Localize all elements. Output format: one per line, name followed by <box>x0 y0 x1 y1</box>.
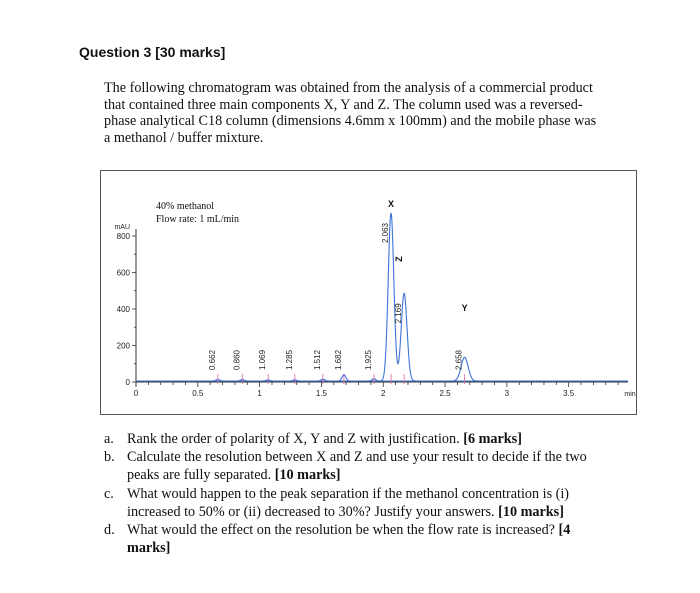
subquestion-line: What would the effect on the resolution be when the flow rate is increased? [4 <box>127 522 571 539</box>
marks-label: [4 <box>558 522 571 539</box>
peak-rt-label: 2.063 <box>381 223 391 244</box>
intro-line: that contained three main components X, Y and Z. The column used was a reversed- <box>104 96 583 113</box>
marks-label: marks] <box>127 540 171 557</box>
component-label: Y <box>461 303 468 313</box>
peak-rt-label: 1.925 <box>363 349 373 370</box>
component-label: X <box>388 199 395 209</box>
subquestion-line: peaks are fully separated. [10 marks] <box>127 467 341 484</box>
peak-rt-label: 1.069 <box>258 349 268 370</box>
intro-line: The following chromatogram was obtained from the analysis of a commercial product <box>104 80 593 96</box>
subquestion-line: increased to 50% or (ii) decreased to 30%? Justify your answers. [10 marks] <box>127 503 564 520</box>
method-annotation: 40% methanol <box>156 201 215 212</box>
y-tick-label: 0 <box>125 378 130 387</box>
marks-label: [10 marks] <box>274 467 341 484</box>
x-tick-label: 3.5 <box>563 389 575 398</box>
method-annotation: Flow rate: 1 mL/min <box>156 214 240 225</box>
question-title: Question 3 [30 marks] <box>79 44 226 60</box>
peak-rt-label: 1.285 <box>284 349 294 370</box>
peak-rt-label: 1.682 <box>333 349 343 370</box>
subquestion-letter: a. <box>104 431 114 447</box>
x-tick-label: 2 <box>381 389 386 398</box>
subquestion-d <box>104 521 664 557</box>
x-tick-label: 0 <box>133 389 139 398</box>
y-tick-label: 800 <box>116 231 130 241</box>
subquestion-letter: b. <box>104 449 115 466</box>
subquestion-letter: c. <box>104 485 114 502</box>
y-axis-label: mAU <box>114 224 130 231</box>
marks-label: [6 marks] <box>463 431 522 447</box>
x-tick-label: 1 <box>257 389 262 398</box>
intro-line: phase analytical C18 column (dimensions 4.6mm x 100mm) and the mobile phase was <box>104 113 597 129</box>
x-unit-label: min <box>624 391 636 398</box>
subquestion-letter: d. <box>104 522 115 539</box>
chromatogram-svg <box>101 171 638 416</box>
x-tick-label: 0.5 <box>192 389 204 398</box>
component-label: Z <box>394 256 405 262</box>
x-tick-label: 3 <box>504 389 510 398</box>
y-tick-label: 600 <box>116 268 130 278</box>
peak-rt-label: 2.169 <box>394 303 404 324</box>
peak-rt-label: 0.860 <box>232 349 242 370</box>
subquestion-c <box>104 485 664 521</box>
subquestion-line: Calculate the resolution between X and Z and use your result to decide if the two <box>127 449 587 466</box>
x-tick-label: 2.5 <box>439 389 451 398</box>
peak-rt-label: 1.512 <box>312 349 322 370</box>
subquestion-b <box>104 448 664 484</box>
subquestions <box>104 430 664 557</box>
marks-label: [10 marks] <box>498 503 564 520</box>
peak-rt-label: 0.662 <box>207 349 217 370</box>
subquestion-line <box>127 539 570 557</box>
subquestion-line: What would happen to the peak separation if the methanol concentration is (i) <box>127 485 570 502</box>
y-tick-label: 400 <box>116 304 130 314</box>
peak-rt-label: 2.658 <box>454 349 464 370</box>
intro-line: a methanol / buffer mixture. <box>104 129 264 146</box>
subquestion-a <box>104 430 664 448</box>
x-tick-label: 1.5 <box>315 389 327 398</box>
chromatogram <box>100 170 637 415</box>
y-tick-label: 200 <box>116 341 130 351</box>
chromatogram-axes <box>114 224 635 398</box>
question-intro <box>104 80 624 146</box>
chromatogram-labels <box>156 199 468 370</box>
subquestion-line: Rank the order of polarity of X, Y and Z with justification. [6 marks] <box>127 431 522 447</box>
